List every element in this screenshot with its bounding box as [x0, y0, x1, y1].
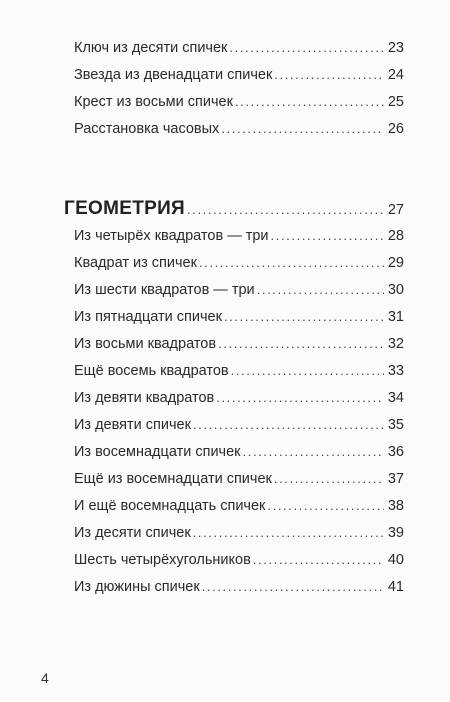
toc-leader-dots	[193, 519, 384, 546]
toc-entry-page: 37	[387, 471, 404, 487]
toc-entry-page: 25	[387, 94, 404, 110]
toc-leader-dots	[235, 88, 384, 115]
toc-entry-title: Расстановка часовых	[74, 121, 220, 137]
toc-entry-title: Из восьми квадратов	[74, 336, 217, 352]
toc-entry	[74, 384, 404, 411]
toc-entry-page: 30	[387, 282, 404, 298]
toc-entry-title: И ещё восемнадцать спичек	[74, 498, 266, 514]
toc-leader-dots	[224, 303, 384, 330]
toc-entry-page: 29	[387, 255, 404, 271]
toc-entry-page: 41	[387, 579, 404, 595]
toc-entry-page: 31	[387, 309, 404, 325]
toc-entry-title: Ещё из восемнадцати спичек	[74, 471, 272, 487]
toc-section-heading	[64, 195, 404, 222]
toc-entry	[74, 61, 404, 88]
toc-entry-page: 32	[387, 336, 404, 352]
toc-entry	[74, 222, 404, 249]
toc-entry-title: Из восемнадцати спичек	[74, 444, 241, 460]
section-title: ГЕОМЕТРИЯ	[64, 198, 186, 219]
toc-entry-title: Из дюжины спичек	[74, 579, 200, 595]
toc-entry	[74, 115, 404, 142]
toc-entry-page: 24	[387, 67, 404, 83]
toc-entry-page: 26	[387, 121, 404, 137]
toc-leader-dots	[229, 34, 384, 61]
toc-entry-title: Шесть четырёхугольников	[74, 552, 251, 568]
toc-list-top	[74, 34, 404, 142]
toc-entry-page: 40	[387, 552, 404, 568]
toc-leader-dots	[221, 115, 384, 142]
toc-entry	[74, 438, 404, 465]
toc-entry-title: Из десяти спичек	[74, 525, 191, 541]
toc-leader-dots	[274, 465, 384, 492]
toc-entry-title: Звезда из двенадцати спичек	[74, 67, 273, 83]
toc-entry	[74, 465, 404, 492]
toc-entry	[74, 88, 404, 115]
toc-leader-dots	[193, 411, 384, 438]
page-number: 4	[41, 670, 49, 686]
toc-leader-dots	[253, 546, 384, 573]
toc-entry-page: 36	[387, 444, 404, 460]
toc-leader-dots	[218, 330, 384, 357]
toc-leader-dots	[267, 492, 384, 519]
toc-leader-dots	[202, 573, 384, 600]
toc-entry-page: 28	[387, 228, 404, 244]
toc-entry	[74, 276, 404, 303]
toc-entry-page: 33	[387, 363, 404, 379]
toc-entry-title: Крест из восьми спичек	[74, 94, 233, 110]
toc-entry-title: Из пятнадцати спичек	[74, 309, 222, 325]
toc-entry-page: 38	[387, 498, 404, 514]
toc-entry-title: Ещё восемь квадратов	[74, 363, 229, 379]
toc-leader-dots	[243, 438, 384, 465]
toc-entry	[74, 330, 404, 357]
toc-entry	[74, 546, 404, 573]
toc-entry-page: 23	[387, 40, 404, 56]
toc-entry-title: Ключ из десяти спичек	[74, 40, 228, 56]
toc-leader-dots	[216, 384, 384, 411]
toc-entry	[74, 573, 404, 600]
toc-entry	[74, 249, 404, 276]
toc-leader-dots	[257, 276, 384, 303]
toc-entry-page: 35	[387, 417, 404, 433]
toc-entry-title: Квадрат из спичек	[74, 255, 197, 271]
toc-entry-title: Из девяти квадратов	[74, 390, 215, 406]
toc-entry	[74, 357, 404, 384]
toc-entry-page: 39	[387, 525, 404, 541]
toc-entry	[74, 34, 404, 61]
toc-leader-dots	[231, 357, 384, 384]
toc-entry	[74, 519, 404, 546]
toc-leader-dots	[274, 61, 384, 88]
toc-entry	[74, 303, 404, 330]
toc-leader-dots	[187, 196, 384, 223]
toc-entry	[74, 492, 404, 519]
toc-leader-dots	[199, 249, 384, 276]
toc-entry-title: Из девяти спичек	[74, 417, 191, 433]
toc-leader-dots	[271, 222, 384, 249]
toc-entry-page: 34	[387, 390, 404, 406]
toc-entry	[74, 411, 404, 438]
toc-list-geometry	[64, 195, 404, 600]
toc-entry-title: Из четырёх квадратов — три	[74, 228, 269, 244]
section-page: 27	[387, 202, 404, 218]
toc-entry-title: Из шести квадратов — три	[74, 282, 255, 298]
